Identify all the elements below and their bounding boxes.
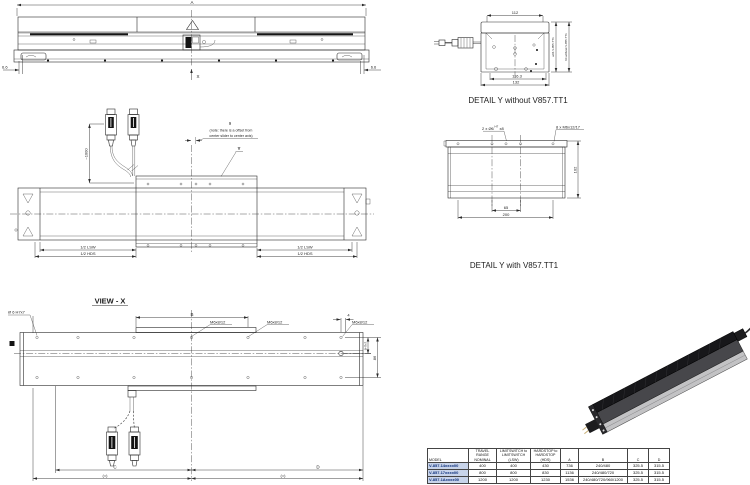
table-header-c: C xyxy=(628,449,649,463)
isometric-render xyxy=(574,319,750,442)
side-view-dim-right xyxy=(361,55,382,74)
plan-view xyxy=(10,109,374,258)
cross-section-body xyxy=(481,22,549,78)
model-spec-table xyxy=(427,448,670,484)
detail-y-marker: Y xyxy=(237,146,241,151)
cross-section-view xyxy=(434,10,572,105)
dim-6-6-right-label: 6.6 xyxy=(370,64,377,70)
table-cell: 400 xyxy=(497,462,531,469)
view-x-dowel-annotation xyxy=(8,310,37,336)
table-cell: 1536 xyxy=(561,476,579,483)
dim-d-label: D xyxy=(316,464,320,470)
table-header-d: D xyxy=(649,449,670,463)
detail-y-bottom-dims xyxy=(458,200,553,219)
table-header-a: A xyxy=(561,449,579,463)
detail-y-with-title: DETAIL Y with V857.TT1 xyxy=(469,261,559,270)
dim-65-label: 65 xyxy=(503,205,509,210)
axis-x-label: X xyxy=(196,74,200,79)
table-row xyxy=(428,469,670,476)
note-line-2: center slider to center axis) xyxy=(209,134,253,138)
table-cell: 800 xyxy=(469,469,497,476)
table-cell: 1200 xyxy=(469,476,497,483)
view-x-title: VIEW - X xyxy=(94,296,126,306)
dim-half-lsw-left: 1/2 LSW xyxy=(80,244,96,250)
detail-y-plate xyxy=(444,135,567,207)
ann-dowel-viewx: Ø 6 H7x7 xyxy=(8,309,25,315)
dim-112-label: 112 xyxy=(511,9,519,15)
table-cell: 325.5 xyxy=(628,469,649,476)
dim-half-hds-right: 1/2 HDS xyxy=(297,251,313,257)
dim-key-label: 6H7x7 xyxy=(363,341,368,351)
cross-section-dim-112 xyxy=(487,10,543,22)
dim-132-label: 132 xyxy=(512,79,520,85)
table-cell: 325.5 xyxy=(628,462,649,469)
dim-eq-left-label: (=) xyxy=(102,473,108,478)
table-cell: 1200 xyxy=(497,476,531,483)
dim-86-label: 86 xyxy=(372,355,377,361)
ann-screws-label: 8 x M6x12/17 xyxy=(556,124,581,130)
ann-dowel-prefix: 2 x Ø6 xyxy=(482,126,494,131)
dim-94-without-tt1-label: 94 without V-855.TT1 xyxy=(564,33,568,61)
ann-dowel-superscript: H7 xyxy=(494,124,499,129)
note-line-1: (note: there is a offset from xyxy=(209,128,253,133)
plan-view-detail-marker xyxy=(221,146,243,177)
view-x-body xyxy=(10,310,372,481)
plan-view-cable-plugs xyxy=(106,109,140,177)
plan-view-cable-dim xyxy=(84,124,135,183)
side-view-axis-x xyxy=(192,69,200,80)
detail-y-view xyxy=(444,125,584,271)
side-view xyxy=(2,0,381,80)
table-header-lsw: LIMITSWITCH to LIMITSWITCH (LSW) xyxy=(497,449,531,463)
dim-6-6-left-label: 6.6 xyxy=(2,64,8,70)
dim-200-label: 200 xyxy=(502,212,510,217)
table-cell-model: V-857.14xxxx00 xyxy=(428,462,469,469)
offset-ref-label: 9 xyxy=(228,121,232,126)
plan-view-slider xyxy=(136,137,257,252)
view-x xyxy=(8,297,381,482)
table-cell: 400 xyxy=(469,462,497,469)
view-x-right-dims xyxy=(344,338,381,378)
table-cell-model: V-857.17xxxx00 xyxy=(428,469,469,476)
dim-1000-label: ~1000 xyxy=(83,148,89,160)
table-cell: 800 xyxy=(497,469,531,476)
table-cell: 315.5 xyxy=(649,469,670,476)
dim-4-label: 4 xyxy=(347,312,350,318)
plan-view-note xyxy=(197,121,258,141)
plan-view-body xyxy=(10,188,374,240)
dim-half-hds-left: 1/2 HDS xyxy=(80,251,96,257)
ann-m6-left: M6x8/12 xyxy=(210,319,226,325)
table-cell: 830 xyxy=(531,469,561,476)
cross-section-height-dims xyxy=(551,22,572,72)
view-x-dim-4 xyxy=(333,313,354,333)
cross-section-connector xyxy=(434,38,481,49)
warning-triangle-icon xyxy=(187,21,199,30)
ann-m6-mid: M6x8/12 xyxy=(267,319,283,325)
view-x-bottom-dims xyxy=(33,316,363,481)
dim-a-label: A xyxy=(190,0,194,5)
ann-m6-right: M6x8/12 xyxy=(352,319,368,325)
table-cell: 1230 xyxy=(531,476,561,483)
table-header-b: B xyxy=(579,449,628,463)
detail-y-annotation-dowel xyxy=(482,125,507,142)
table-cell: 1136 xyxy=(561,469,579,476)
table-cell: 325.5 xyxy=(628,476,649,483)
table-cell: 736 xyxy=(561,462,579,469)
dim-102-label: 102 xyxy=(572,166,578,174)
table-row xyxy=(428,476,670,483)
dim-b-label: B xyxy=(190,312,194,317)
view-x-m6-annotations xyxy=(192,320,375,337)
table-header-row xyxy=(428,449,670,463)
table-header-hds: HARDSTOP to HARDSTOP (HDS) xyxy=(531,449,561,463)
table-cell: 315.5 xyxy=(649,476,670,483)
table-header-travel: TRAVEL RANGE NOMINAL xyxy=(469,449,497,463)
dim-half-lsw-right: 1/2 LSW xyxy=(297,244,313,250)
dim-eq-right-label: (=) xyxy=(280,473,286,478)
table-cell: 315.5 xyxy=(649,462,670,469)
cross-section-bottom-dims xyxy=(481,73,549,86)
side-view-dim-left xyxy=(2,55,23,74)
table-row xyxy=(428,462,670,469)
table-cell: 240/480/720/960/1200 xyxy=(579,476,628,483)
view-x-title-group xyxy=(92,297,128,306)
side-view-motor-block xyxy=(183,35,215,50)
detail-y-height-dim xyxy=(567,141,581,198)
dim-116-3-label: 116.3 xyxy=(512,73,522,79)
view-x-plugs xyxy=(107,427,141,466)
ann-dowel-suffix: x8 xyxy=(499,126,504,131)
table-cell: 240/480 xyxy=(579,462,628,469)
table-cell-model: V-857.1Axxxx00 xyxy=(428,476,469,483)
table-header-model: MODEL xyxy=(428,449,469,463)
detail-y-annotation-screws xyxy=(554,125,584,142)
table-cell: 240/480/720 xyxy=(579,469,628,476)
dim-c-label: C xyxy=(113,464,117,470)
dim-with-tt1-label: with V-855.TT1 xyxy=(551,37,555,57)
table-cell: 430 xyxy=(531,462,561,469)
detail-y-without-title: DETAIL Y without V857.TT1 xyxy=(468,96,568,105)
